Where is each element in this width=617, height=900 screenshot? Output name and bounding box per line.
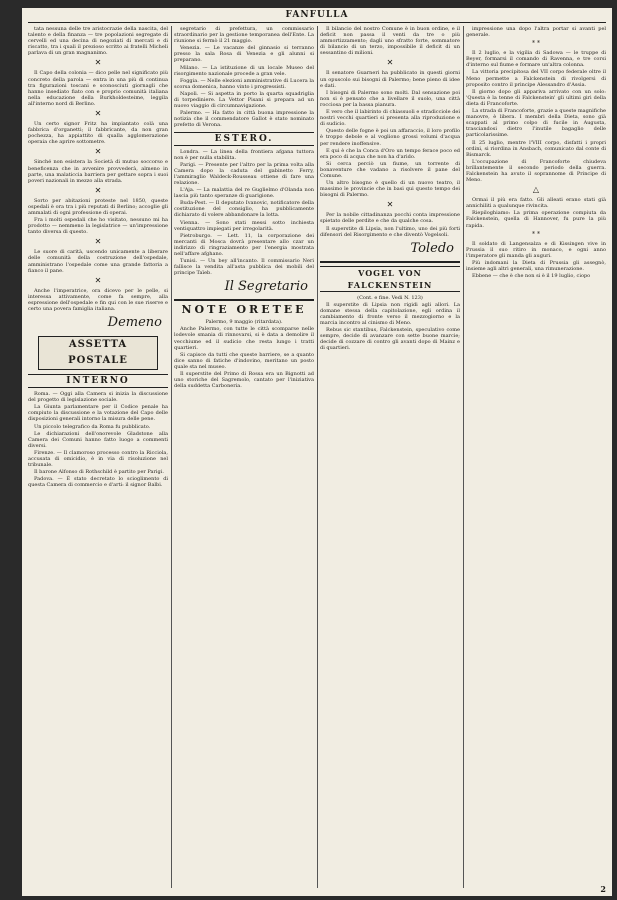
- news-item: Palermo. — Ha fatto in città buona impressione la notizia che il commendatore Gallot è stato nominato prefetto di Verona.: [174, 110, 314, 129]
- cross-divider: ✕: [386, 58, 394, 68]
- paragraph: E vero che il labirinto di chiassuoli e stradicciole dei nostri vecchi quartieri si presenta alla riproduzione e di sudicio.: [320, 109, 460, 128]
- news-item: La Giunta parlamentare per il Codice penale ha compiuto la discussione e la votazione del Capo delle disposizioni generali intorno la misura delle pene.: [28, 404, 168, 423]
- news-item: Buda-Pest. — Il deputato Ivanovic, notificatore della costituzione del consiglio, ha pubblicamente dichiarato di volere abbandonare la lotta.: [174, 200, 314, 219]
- masthead: FANFULLA: [285, 10, 349, 20]
- section-heading: INTERNO: [28, 374, 168, 388]
- column-3: [320, 26, 460, 888]
- news-item: Londra. — La linea della frontiera afgana tuttora non è per nulla stabilita.: [174, 148, 314, 161]
- cross-divider: ✕: [94, 147, 102, 157]
- column-divider: [317, 26, 318, 888]
- paragraph: Il giorno dopo gli appariva arrivato con un solo: 'Questa è la tenne di Falckenstein' gli ultimi giri della dieta di Francoforte.: [466, 88, 606, 107]
- news-item: Padova. — È stato decretato lo scioglimento di questa Camera di commercio e d'arti: il signor Balbi.: [28, 476, 168, 489]
- paragraph: Il 25 luglio, mentre l'VIII corpo, disfatti i propri ordini, si riordina in Ansbach, comunicato dal conte di Bismarck.: [466, 139, 606, 158]
- article-title: NOTE ORETEE: [181, 303, 307, 317]
- dateline: Palermo, 9 maggio (ritardata).: [205, 319, 283, 326]
- news-item: Napoli. — Si aspetta in porto la quarta squadriglia di torpediniere. La Vettor Pisani si prepara ad un nuovo viaggio di circumnavigazione.: [174, 90, 314, 110]
- paragraph: tata nessuna delle tre aristocrazie della nascita, del talento e della finanza — tre popolazioni segregate di cervelli ed una decina di negoziati di mercati e di riscatto, tra i quali il prezioso scritto ai fratelli Micheli parlava di un gran magnanimo.: [28, 26, 168, 57]
- paragraph: Un altro bisogno è quello di un nuovo teatro, il massimo le provincie che in basi qui questo tempo dei bisogni di Palermo.: [320, 180, 460, 199]
- paragraph: Anche Palermo, con tutte le città scomparse nelle lodevole smania di rinnovarsi, si è data a demolire il vecchiume ed il sudicio che resta lungo i tratti quartieri.: [174, 326, 314, 351]
- section-heading: ESTERO.: [174, 132, 314, 146]
- news-item: Venezia. — Le vacanze del ginnasio si terranno presso la sala Rosa di Venezia e gli alunni si preparano.: [174, 45, 314, 64]
- asterism-divider: * *: [532, 230, 540, 238]
- paragraph: Più indomani la Dieta di Prussia gli assegnò, insieme agli altri generali, una rimunerazione.: [466, 259, 606, 272]
- paragraph: Il soldato di Langensalza e di Kissingen vive in Prussia il suo ritiro in monaco, e ogni anno l'imperatore gli manda gli auguri.: [466, 240, 606, 259]
- cross-divider: ✕: [94, 275, 102, 285]
- paragraph: L'occupazione di Francoforte chiudeva brillantemente il secondo periodo della guerra. Falckenstein ha avuto il soprannome di Principe di Meno.: [466, 158, 606, 184]
- top-rule: [28, 22, 606, 23]
- heavy-rule: [174, 299, 314, 301]
- news-item: Le dichiarazioni dell'onorevole Gladstone alla Camera dei Comuni hanno fatto luogo a commenti diversi.: [28, 430, 168, 449]
- paragraph: Sinché non esistera la Società di mutuo soccorso e beneficenza che in avvenire provvederà, almeno in parte, una malaticcia barriera per gettare sopra i suoi poveri nazionali in mezzo alla strada.: [28, 159, 168, 184]
- column-1: [28, 26, 168, 888]
- paragraph: Fra i molti ospedali che ho visitato, nessuno mi ha prodotto — nemmeno la legislatrice — un'impressione tanto diversa di questo.: [28, 217, 168, 236]
- news-item: L'Aja. — La malattia del re Guglielmo d'Olanda non lascia più tanto speranze di guarigione.: [174, 187, 314, 200]
- article-subhead: (Cont. e fine. Vedi N. 123): [357, 294, 423, 301]
- cross-divider: ✕: [94, 237, 102, 247]
- news-item: Tunisi. — Un bey all'incanto. Il commissario Neri fallisce la vendita all'asta pubblica dei mobili del principe Taïeb.: [174, 258, 314, 277]
- paragraph: impressione una dopo l'altra portar si avanti pel generale.: [466, 26, 606, 39]
- paragraph: Si capisce da tutti che queste barriere, se a quanto dice sanno di fatiche d'indovino, meritano un posto quale sta nel museo.: [174, 351, 314, 370]
- cross-divider: ✕: [94, 109, 102, 119]
- news-item: Roma. — Oggi alla Camera si inizia la discussione del progetto di legislazione sociale.: [28, 391, 168, 404]
- page-number: 2: [600, 884, 606, 894]
- paragraph: Per la nobile cittadinanza pocchi conta impressione spietato delle perdite e che da qualche cosa.: [320, 212, 460, 225]
- section-box-title: ASSETTA POSTALE: [38, 336, 158, 370]
- column-4: [466, 26, 606, 888]
- paragraph: Il bilancio del nostro Comune è in buon ordine, e il deficit non passa il venti da tre o più ammortizzamento; dagli uno sfratto forte, sommatore di bilancio di un terzo, impossibile il deficit di un sessantino di milioni.: [320, 26, 460, 57]
- paragraph: Anche l'imperatrice, ora dicevo per le pelle, si interessa attivamente, come fa sempre, alla espressione dell'ospedale e fin qui con le sue riserve e certo una povera famiglia italiana.: [28, 287, 168, 312]
- paragraph: Si cerca perciò un fiume, un torrente di bonaventure che vadano a risolvere il pane del Comune.: [320, 160, 460, 179]
- cross-divider: ✕: [386, 200, 394, 210]
- triangle-divider: △: [532, 185, 540, 195]
- signature: Demeno: [107, 315, 162, 331]
- paragraph: Il superstite di Lipsia, non l'ultimo, uno dei più forti difensori del Risorgimento e che diventò Vogelsoli.: [320, 225, 460, 238]
- asterism-divider: * *: [532, 40, 540, 48]
- article-title: VOGEL VON FALCKENSTEIN: [320, 266, 460, 292]
- paragraph: Sorto per abitazioni proteste nel 1850, queste ospedali è ora tra i più reputati di Berlino; accoglie gli ammalati di ogni professione di operai.: [28, 197, 168, 216]
- paragraph: Un certo signor Fritz ha impiantato colà una fabbrica d'organetti; il fabbricante, da non gran pochezza, ha appiattito di qualla agglomerazione operaia che aprire sottometre.: [28, 121, 168, 146]
- column-divider: [463, 26, 464, 888]
- paragraph: Le suore di carità, uscendo unicamente a liberare delle comunità della costruzione dell'ospedale, amministrano l'ospedale come una grande fattoria a fianco il pane.: [28, 249, 168, 274]
- news-item: Pietroburgo. — Lett. 11, la corporazione dei mercanti di Mosca dovrà presentare allo czar un indirizzo di ringraziamento per l'energia mostrata nell'affare afghano.: [174, 232, 314, 257]
- paragraph: La strada di Francoforte, grazie a queste magnifiche manovre, è libera. I membri della Dieta, sono già scappati al primo colpo di fucile in Augusta, trasciandosi dietro l'inutile bagaglio delle particolarissime.: [466, 108, 606, 139]
- column-2: [174, 26, 314, 888]
- news-item: Parigi. — Presente per l'altro per la prima volta alla Camera dopo la caduta del gabinetto Ferry, l'ammiraglio Waldeck-Rousseau ottiene di fare una relazione.: [174, 161, 314, 186]
- news-item: Milano. — La istituzione di un locale Museo del risorgimento nazionale procede a gran vele.: [174, 64, 314, 77]
- heavy-rule: [320, 261, 460, 263]
- paragraph: Rebus sic stantibus, Falckenstein, speculativo come sempre, decide di avanzare con sette buone marcie; decide di cozzare di contro gli avanti dopo di Mainz e di quartieri.: [320, 327, 460, 352]
- paragraph: Questo delle fogne è poi un affaraccio, il loro profilo è troppo debole e al vogliono grossi volumi d'acqua per rendere inoffensive.: [320, 128, 460, 147]
- paragraph: E qui è che la Conca d'Oro un tempo ferace poco ed era poco di acqua che non ha d'arido.: [320, 147, 460, 160]
- news-item: Il barone Alfonso di Rothschild è partito per Parigi.: [34, 469, 164, 476]
- news-item: Un piccolo telegrafico da Roma fu pubblicato.: [34, 423, 151, 430]
- paragraph: I bisogni di Palermo sono molti. Dal sensazione poi non si è pensato che a livellare il suolo, una città rocciosa per la bassa pianura.: [320, 89, 460, 108]
- cross-divider: ✕: [94, 185, 102, 195]
- paragraph: Ormai il più era fatto. Gli alleati erano stati già annichiliti a qualunque rivincita.: [466, 197, 606, 210]
- newspaper-page: [22, 8, 612, 896]
- cross-divider: ✕: [94, 58, 102, 68]
- paragraph: Riepiloghiamo: La prima operazione compiuta da Falckenstein, quella di Hannover, fu pure la più rapida.: [466, 210, 606, 229]
- paragraph: Ebbene — che è che non si è il 19 luglio, ciopo: [472, 273, 591, 280]
- paragraph: Il superstite di Lipsia non rigidi agli allori. La domane stessa della capitolazione, egli ordina il cambiamento di fronte verso il mezzogiorno e la marcia incontro al cinismo di Meno.: [320, 301, 460, 326]
- signature: Il Segretario: [224, 279, 308, 295]
- paragraph: Il Capo della colonia — dico pelle nel significato più concreto della parola — entra in una più di continua tra figurazioni toscani e sconosciuti giornagli che hanno insediato fiato con e proprio comunità italiana nella educazione della Burkholdesteime, leggila all'interno nord di Berlino.: [28, 70, 168, 107]
- column-divider: [171, 26, 172, 888]
- news-item: Foggia. — Nelle elezioni amministrative di Lucera la scorsa domenica, hanno vinto i progressisti.: [174, 77, 314, 90]
- paragraph: Il superstite del Primo di Rossa era un Bignotti ad uno storiche del Sagremolo, cantato per l'iniziativa della suddetta Carboneria.: [174, 371, 314, 390]
- paragraph: Il senatore Guarneri ha pubblicato in questi giorni un opuscolo sui bisogni di Palermo; bene pieno di idee e dati.: [320, 70, 460, 89]
- news-item: Firenze. — Il clamoroso processo contro la Ricciola, accusata di omicidio, è in via di risoluzione nel tribunale.: [28, 449, 168, 469]
- paragraph: La vittoria precipitosa del VII corpo federale oltre il Meno permette a Falckenstein di rivolgersi di proposito contro il principe Alessandro d'Assia.: [466, 69, 606, 88]
- signature: Toledo: [410, 240, 454, 256]
- news-item: segretario di prefettura, un commissario straordinario per la gestione temporanea dell'Ente. La riunione si fermò il 21 maggio.: [174, 26, 314, 45]
- paragraph: Il 2 luglio, e la vigilia di Sadowa — le truppe di Beyer, formarsi il comando di Ravenna, e tre corsi d'interno sul fiume e formare un'altra colonna.: [466, 50, 606, 69]
- news-item: Vienna. — Sono stati messi sotto inchiesta ventiquattro impiegati per irregolarità.: [174, 219, 314, 232]
